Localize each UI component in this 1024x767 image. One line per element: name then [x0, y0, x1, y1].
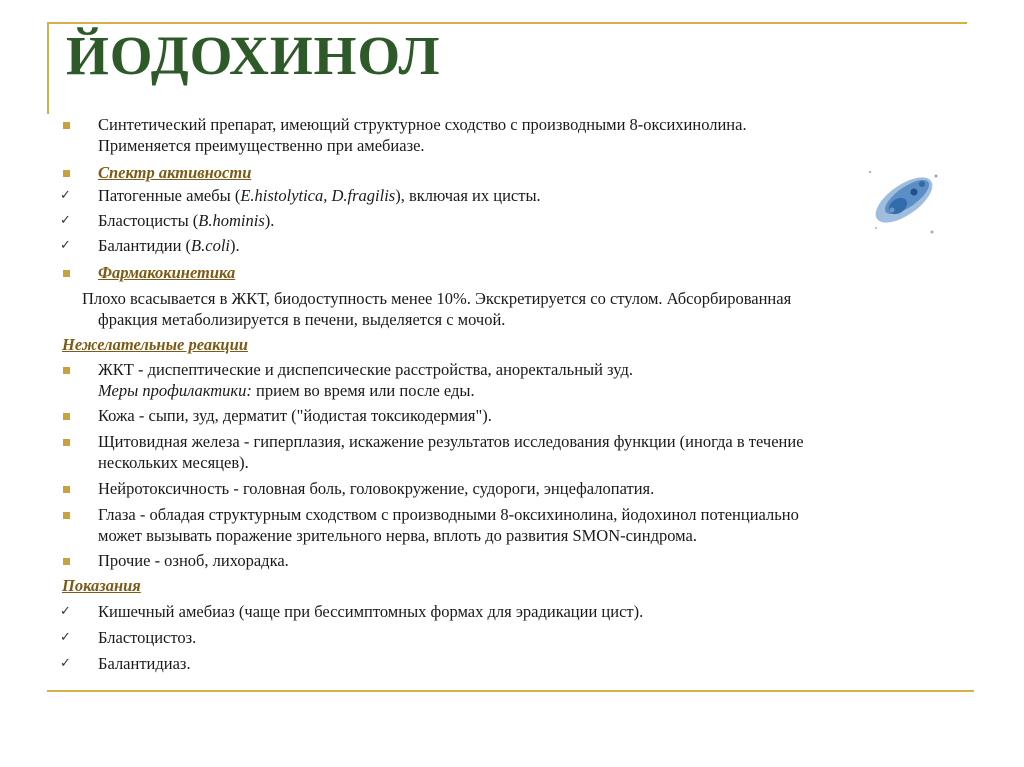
pharma-heading: Фармакокинетика	[98, 263, 236, 282]
spectrum-item-2-species: B.hominis	[198, 211, 265, 230]
page-title: ЙОДОХИНОЛ	[66, 25, 441, 86]
square-bullet-icon	[63, 270, 70, 277]
spectrum-heading: Спектр активности	[98, 163, 252, 182]
spectrum-item-1-text: Патогенные амебы (	[98, 186, 241, 205]
adverse-gi-prevention-label: Меры профилактики:	[98, 381, 252, 400]
adverse-other: Прочие - озноб, лихорадка.	[98, 551, 289, 570]
adverse-thyroid-line-1: Щитовидная железа - гиперплазия, искажение результатов исследования функции (иногда в течение	[98, 432, 804, 451]
spectrum-item-3-text: Балантидии (	[98, 236, 192, 255]
adverse-skin: Кожа - сыпи, зуд, дерматит ("йодистая токсикодермия").	[98, 406, 492, 425]
indications-item-1: Кишечный амебиаз (чаще при бессимптомных формах для эрадикации цист).	[98, 602, 644, 621]
spectrum-item-3	[98, 235, 240, 256]
adverse-heading: Нежелательные реакции	[62, 335, 248, 354]
check-bullet-icon: ✓	[60, 604, 71, 619]
square-bullet-icon	[63, 122, 70, 129]
spectrum-item-3-tail: ).	[230, 236, 240, 255]
spectrum-item-2	[98, 210, 274, 231]
spectrum-item-1-tail: ), включая их цисты.	[395, 186, 541, 205]
square-bullet-icon	[63, 512, 70, 519]
square-bullet-icon	[63, 558, 70, 565]
spectrum-item-2-tail: ).	[264, 211, 275, 230]
spectrum-item-1	[98, 185, 541, 206]
square-bullet-icon	[63, 170, 70, 177]
adverse-gi-prevention-text: прием во время или после еды.	[251, 381, 475, 400]
intro-line-1: Синтетический препарат, имеющий структурное сходство с производными 8-оксихинолина.	[98, 115, 747, 134]
adverse-thyroid-line-2: нескольких месяцев).	[98, 453, 249, 472]
adverse-eyes-line-1: Глаза - обладая структурным сходством с производными 8-оксихинолина, йодохинол потенциально	[98, 505, 799, 524]
check-bullet-icon: ✓	[60, 213, 71, 228]
indications-item-2: Бластоцистоз.	[98, 628, 197, 647]
adverse-neuro: Нейротоксичность - головная боль, головокружение, судороги, энцефалопатия.	[98, 479, 655, 498]
intro-line-2: Применяется преимущественно при амебиазе.	[98, 136, 425, 155]
check-bullet-icon: ✓	[60, 630, 71, 645]
check-bullet-icon: ✓	[60, 188, 71, 203]
spectrum-item-3-species: B.coli	[191, 236, 230, 255]
square-bullet-icon	[63, 367, 70, 374]
spectrum-item-2-text: Бластоцисты (	[98, 211, 199, 230]
check-bullet-icon: ✓	[60, 656, 71, 671]
check-bullet-icon: ✓	[60, 238, 71, 253]
pharma-line-2: фракция метаболизируется в печени, выделяется с мочой.	[98, 310, 506, 329]
square-bullet-icon	[63, 413, 70, 420]
pharma-line-1: Плохо всасывается в ЖКТ, биодоступность менее 10%. Экскретируется со стулом. Абсорбированная	[82, 289, 792, 308]
spectrum-item-1-species: E.histolytica, D.fragilis	[240, 186, 396, 205]
square-bullet-icon	[63, 486, 70, 493]
adverse-eyes-line-2: может вызывать поражение зрительного нерва, вплоть до развития SMON-синдрома.	[98, 526, 697, 545]
indications-heading: Показания	[62, 576, 141, 595]
indications-item-3: Балантидиаз.	[98, 654, 191, 673]
adverse-gi-line-2	[98, 380, 475, 401]
square-bullet-icon	[63, 439, 70, 446]
adverse-gi-line-1: ЖКТ - диспептические и диспепсические расстройства, аноректальный зуд.	[98, 360, 633, 379]
